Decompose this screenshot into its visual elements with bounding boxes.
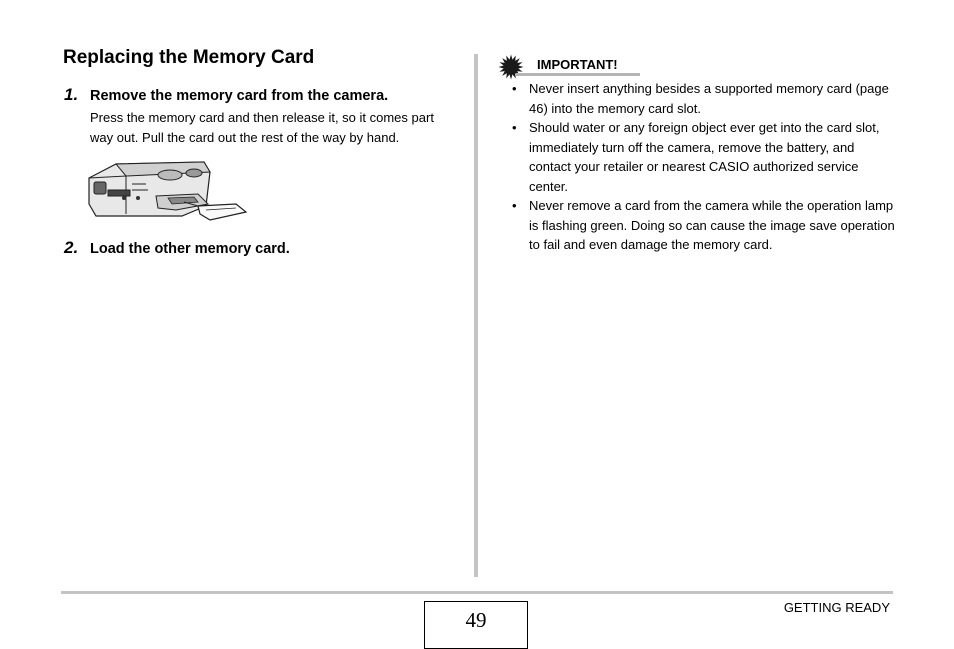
- starburst-icon: [498, 54, 524, 80]
- bullet-icon: •: [512, 81, 517, 96]
- footer-rule: [61, 591, 893, 594]
- camera-memory-card-illustration: [86, 154, 252, 222]
- important-item-text: Never insert anything besides a supported memory card (page 46) into the memory card slot.: [529, 81, 889, 116]
- section-footer-label: GETTING READY: [783, 600, 890, 615]
- important-item: [508, 118, 896, 196]
- important-item: [508, 196, 896, 255]
- important-underline: [516, 73, 640, 76]
- bullet-icon: •: [512, 198, 517, 213]
- section-title: Replacing the Memory Card: [63, 47, 315, 68]
- step-2-heading: Load the other memory card.: [90, 241, 290, 257]
- important-item-text: Should water or any foreign object ever get into the card slot, immediately turn off the camera, remove the battery, and contact your retailer or nearest CASIO authorized service center.: [529, 120, 880, 194]
- step-1-number: 1.: [64, 85, 79, 104]
- column-divider: [474, 54, 478, 577]
- important-list: [508, 79, 896, 255]
- step-2-number: 2.: [64, 238, 79, 257]
- important-item-text: Never remove a card from the camera while the operation lamp is flashing green. Doing so can cause the image save operation to fail and even damage the memory card.: [529, 198, 895, 252]
- step-1-instructions: Press the memory card and then release it, so it comes part way out. Pull the card out the rest of the way by hand.: [90, 110, 434, 145]
- important-item: [508, 79, 896, 118]
- important-label: IMPORTANT!: [537, 57, 618, 72]
- step-1-heading: Remove the memory card from the camera.: [90, 88, 389, 104]
- bullet-icon: •: [512, 120, 517, 135]
- page-number: 49: [465, 608, 487, 632]
